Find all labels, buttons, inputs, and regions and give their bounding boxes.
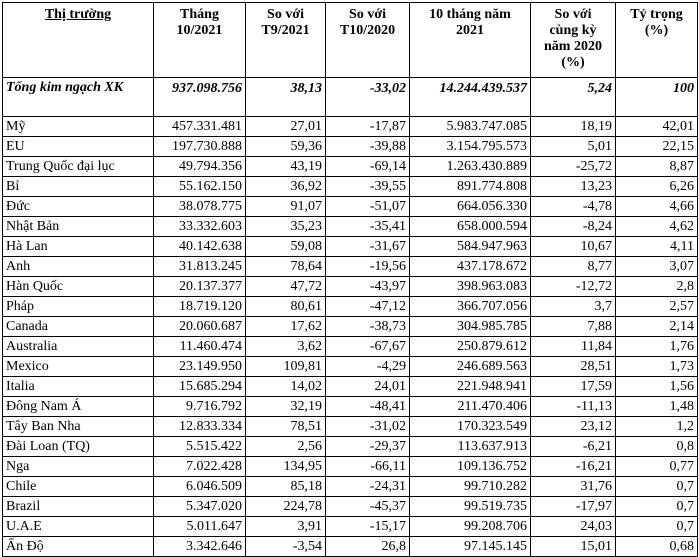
- vs-prev-year-month-cell: -31,67: [326, 237, 410, 257]
- share-cell: 0,68: [616, 537, 698, 557]
- market-cell: Đài Loan (TQ): [3, 437, 154, 457]
- vs-prev-year-ytd-cell: 18,19: [531, 117, 616, 137]
- vs-prev-month-cell: 35,23: [246, 217, 326, 237]
- vs-prev-year-ytd-cell: 10,67: [531, 237, 616, 257]
- vs-prev-month-cell: 36,92: [246, 177, 326, 197]
- vs-prev-year-ytd-cell: 13,23: [531, 177, 616, 197]
- vs-prev-year-month-cell: -17,87: [326, 117, 410, 137]
- vs-prev-month-cell: 78,64: [246, 257, 326, 277]
- total-ytd-value: 14.244.439.537: [410, 78, 531, 117]
- vs-prev-year-month-cell: -4,29: [326, 357, 410, 377]
- vs-prev-year-ytd-cell: -6,21: [531, 437, 616, 457]
- header-line: T9/2021: [261, 23, 310, 38]
- vs-prev-year-month-cell: -48,41: [326, 397, 410, 417]
- header-line: năm 2020: [544, 39, 602, 54]
- month-value-cell: 20.137.377: [154, 277, 246, 297]
- ytd-value-cell: 584.947.963: [410, 237, 531, 257]
- market-cell: Chile: [3, 477, 154, 497]
- ytd-value-cell: 398.963.083: [410, 277, 531, 297]
- total-vs-prev-month: 38,13: [246, 78, 326, 117]
- table-row: [3, 317, 698, 337]
- share-cell: 1,48: [616, 397, 698, 417]
- vs-prev-year-ytd-cell: 23,12: [531, 417, 616, 437]
- share-cell: 0,7: [616, 517, 698, 537]
- vs-prev-year-ytd-cell: -25,72: [531, 157, 616, 177]
- vs-prev-year-month-cell: -67,67: [326, 337, 410, 357]
- share-cell: 1,2: [616, 417, 698, 437]
- month-value-cell: 7.022.428: [154, 457, 246, 477]
- month-value-cell: 55.162.150: [154, 177, 246, 197]
- vs-prev-month-cell: 32,19: [246, 397, 326, 417]
- month-value-cell: 5.011.647: [154, 517, 246, 537]
- vs-prev-month-cell: 91,07: [246, 197, 326, 217]
- header-line: So với: [267, 7, 304, 22]
- vs-prev-month-cell: 3,62: [246, 337, 326, 357]
- table-row: [3, 117, 698, 137]
- market-cell: Canada: [3, 317, 154, 337]
- ytd-value-cell: 3.154.795.573: [410, 137, 531, 157]
- table-row: [3, 437, 698, 457]
- month-value-cell: 15.685.294: [154, 377, 246, 397]
- header-line: T10/2020: [339, 23, 396, 38]
- ytd-value-cell: 99.710.282: [410, 477, 531, 497]
- header-ytd: [410, 3, 531, 78]
- ytd-value-cell: 99.519.735: [410, 497, 531, 517]
- market-cell: Đông Nam Á: [3, 397, 154, 417]
- month-value-cell: 33.332.603: [154, 217, 246, 237]
- month-value-cell: 197.730.888: [154, 137, 246, 157]
- share-cell: 6,26: [616, 177, 698, 197]
- table-row: [3, 417, 698, 437]
- month-value-cell: 38.078.775: [154, 197, 246, 217]
- header-market: [3, 3, 154, 78]
- ytd-value-cell: 99.208.706: [410, 517, 531, 537]
- vs-prev-month-cell: 27,01: [246, 117, 326, 137]
- table-row: [3, 277, 698, 297]
- share-cell: 2,57: [616, 297, 698, 317]
- header-share: [616, 3, 698, 78]
- table-row: [3, 537, 698, 557]
- market-cell: Nhật Bản: [3, 217, 154, 237]
- ytd-value-cell: 437.178.672: [410, 257, 531, 277]
- vs-prev-month-cell: 78,51: [246, 417, 326, 437]
- share-cell: 4,62: [616, 217, 698, 237]
- vs-prev-year-month-cell: -39,55: [326, 177, 410, 197]
- vs-prev-year-month-cell: -51,07: [326, 197, 410, 217]
- vs-prev-year-ytd-cell: 5,01: [531, 137, 616, 157]
- share-cell: 4,11: [616, 237, 698, 257]
- table-row: [3, 157, 698, 177]
- vs-prev-year-month-cell: 26,8: [326, 537, 410, 557]
- table-body: [3, 78, 698, 557]
- market-cell: Hàn Quốc: [3, 277, 154, 297]
- month-value-cell: 12.833.334: [154, 417, 246, 437]
- header-line: Thị trường: [44, 7, 112, 22]
- market-cell: Hà Lan: [3, 237, 154, 257]
- share-cell: 4,66: [616, 197, 698, 217]
- vs-prev-month-cell: 2,56: [246, 437, 326, 457]
- month-value-cell: 40.142.638: [154, 237, 246, 257]
- vs-prev-year-month-cell: -69,14: [326, 157, 410, 177]
- table-row: [3, 457, 698, 477]
- table-row: [3, 177, 698, 197]
- vs-prev-year-month-cell: -24,31: [326, 477, 410, 497]
- month-value-cell: 31.813.245: [154, 257, 246, 277]
- table-row: [3, 237, 698, 257]
- market-cell: Đức: [3, 197, 154, 217]
- vs-prev-year-month-cell: -38,73: [326, 317, 410, 337]
- vs-prev-year-ytd-cell: -11,13: [531, 397, 616, 417]
- vs-prev-month-cell: 85,18: [246, 477, 326, 497]
- header-vs-prev-year-month: [326, 3, 410, 78]
- market-cell: Mỹ: [3, 117, 154, 137]
- market-cell: Trung Quốc đại lục: [3, 157, 154, 177]
- ytd-value-cell: 170.323.549: [410, 417, 531, 437]
- table-row: [3, 377, 698, 397]
- share-cell: 8,87: [616, 157, 698, 177]
- month-value-cell: 18.719.120: [154, 297, 246, 317]
- vs-prev-year-month-cell: -15,17: [326, 517, 410, 537]
- ytd-value-cell: 1.263.430.889: [410, 157, 531, 177]
- vs-prev-month-cell: 134,95: [246, 457, 326, 477]
- market-cell: U.A.E: [3, 517, 154, 537]
- table-row: [3, 137, 698, 157]
- vs-prev-year-ytd-cell: 28,51: [531, 357, 616, 377]
- vs-prev-year-ytd-cell: -17,97: [531, 497, 616, 517]
- vs-prev-year-month-cell: -66,11: [326, 457, 410, 477]
- table-row: [3, 517, 698, 537]
- ytd-value-cell: 664.056.330: [410, 197, 531, 217]
- header-line: (%): [644, 23, 669, 38]
- vs-prev-month-cell: 224,78: [246, 497, 326, 517]
- ytd-value-cell: 211.470.406: [410, 397, 531, 417]
- ytd-value-cell: 97.145.145: [410, 537, 531, 557]
- header-line: 10 tháng năm: [429, 7, 511, 22]
- ytd-value-cell: 221.948.941: [410, 377, 531, 397]
- total-month-value: 937.098.756: [154, 78, 246, 117]
- table-row: [3, 477, 698, 497]
- vs-prev-month-cell: 109,81: [246, 357, 326, 377]
- table-row: [3, 397, 698, 417]
- market-cell: Mexico: [3, 357, 154, 377]
- vs-prev-month-cell: 47,72: [246, 277, 326, 297]
- table-row: [3, 217, 698, 237]
- table-row: [3, 337, 698, 357]
- month-value-cell: 5.515.422: [154, 437, 246, 457]
- vs-prev-year-ytd-cell: -16,21: [531, 457, 616, 477]
- header-line: Tháng: [180, 7, 219, 22]
- vs-prev-year-ytd-cell: 17,59: [531, 377, 616, 397]
- vs-prev-year-ytd-cell: 31,76: [531, 477, 616, 497]
- market-cell: Tây Ban Nha: [3, 417, 154, 437]
- vs-prev-year-ytd-cell: 11,84: [531, 337, 616, 357]
- vs-prev-year-ytd-cell: -4,78: [531, 197, 616, 217]
- ytd-value-cell: 891.774.808: [410, 177, 531, 197]
- ytd-value-cell: 658.000.594: [410, 217, 531, 237]
- share-cell: 3,07: [616, 257, 698, 277]
- vs-prev-year-month-cell: -45,37: [326, 497, 410, 517]
- total-row: [3, 78, 698, 117]
- market-cell: Australia: [3, 337, 154, 357]
- month-value-cell: 20.060.687: [154, 317, 246, 337]
- header-line: 2021: [456, 23, 484, 38]
- header-line: (%): [561, 55, 585, 70]
- market-cell: Anh: [3, 257, 154, 277]
- vs-prev-year-ytd-cell: 3,7: [531, 297, 616, 317]
- table-row: [3, 197, 698, 217]
- share-cell: 0,77: [616, 457, 698, 477]
- month-value-cell: 3.342.646: [154, 537, 246, 557]
- market-cell: EU: [3, 137, 154, 157]
- vs-prev-month-cell: 14,02: [246, 377, 326, 397]
- header-vs-prev-year-ytd: [531, 3, 616, 78]
- month-value-cell: 6.046.509: [154, 477, 246, 497]
- total-vs-prev-year-ytd: 5,24: [531, 78, 616, 117]
- month-value-cell: 49.794.356: [154, 157, 246, 177]
- header-line: So với: [554, 7, 592, 22]
- header-line: Tỷ trọng: [630, 7, 683, 22]
- vs-prev-month-cell: 80,61: [246, 297, 326, 317]
- vs-prev-year-month-cell: -31,02: [326, 417, 410, 437]
- vs-prev-year-ytd-cell: -8,24: [531, 217, 616, 237]
- share-cell: 42,01: [616, 117, 698, 137]
- vs-prev-year-month-cell: -19,56: [326, 257, 410, 277]
- vs-prev-year-month-cell: 24,01: [326, 377, 410, 397]
- vs-prev-year-ytd-cell: -12,72: [531, 277, 616, 297]
- share-cell: 1,76: [616, 337, 698, 357]
- market-cell: Ấn Độ: [3, 537, 154, 557]
- ytd-value-cell: 250.879.612: [410, 337, 531, 357]
- share-cell: 0,8: [616, 437, 698, 457]
- share-cell: 1,73: [616, 357, 698, 377]
- share-cell: 0,7: [616, 477, 698, 497]
- vs-prev-month-cell: 43,19: [246, 157, 326, 177]
- market-cell: Nga: [3, 457, 154, 477]
- ytd-value-cell: 366.707.056: [410, 297, 531, 317]
- table-row: [3, 297, 698, 317]
- vs-prev-year-month-cell: -43,97: [326, 277, 410, 297]
- month-value-cell: 457.331.481: [154, 117, 246, 137]
- total-market-cell: Tổng kim ngạch XK: [3, 78, 154, 117]
- table-row: [3, 257, 698, 277]
- month-value-cell: 11.460.474: [154, 337, 246, 357]
- market-cell: Italia: [3, 377, 154, 397]
- vs-prev-month-cell: 59,36: [246, 137, 326, 157]
- vs-prev-year-month-cell: -47,12: [326, 297, 410, 317]
- total-vs-prev-year-month: -33,02: [326, 78, 410, 117]
- month-value-cell: 5.347.020: [154, 497, 246, 517]
- vs-prev-year-month-cell: -39,88: [326, 137, 410, 157]
- header-vs-prev-month: [246, 3, 326, 78]
- header-line: So với: [349, 7, 386, 22]
- vs-prev-month-cell: 3,91: [246, 517, 326, 537]
- vs-prev-year-ytd-cell: 8,77: [531, 257, 616, 277]
- header-line: cùng kỳ: [549, 23, 597, 38]
- table-row: [3, 497, 698, 517]
- vs-prev-year-month-cell: -29,37: [326, 437, 410, 457]
- market-cell: Bỉ: [3, 177, 154, 197]
- vs-prev-year-ytd-cell: 7,88: [531, 317, 616, 337]
- vs-prev-month-cell: 59,08: [246, 237, 326, 257]
- share-cell: 1,56: [616, 377, 698, 397]
- header-month: [154, 3, 246, 78]
- market-cell: Pháp: [3, 297, 154, 317]
- month-value-cell: 23.149.950: [154, 357, 246, 377]
- ytd-value-cell: 113.637.913: [410, 437, 531, 457]
- vs-prev-month-cell: 17,62: [246, 317, 326, 337]
- header-row: [3, 3, 698, 78]
- table-row: [3, 357, 698, 377]
- vs-prev-year-ytd-cell: 15,01: [531, 537, 616, 557]
- share-cell: 2,8: [616, 277, 698, 297]
- vs-prev-year-ytd-cell: 24,03: [531, 517, 616, 537]
- ytd-value-cell: 246.689.563: [410, 357, 531, 377]
- share-cell: 2,14: [616, 317, 698, 337]
- ytd-value-cell: 304.985.785: [410, 317, 531, 337]
- vs-prev-year-month-cell: -35,41: [326, 217, 410, 237]
- share-cell: 0,7: [616, 497, 698, 517]
- market-cell: Brazil: [3, 497, 154, 517]
- share-cell: 22,15: [616, 137, 698, 157]
- ytd-value-cell: 109.136.752: [410, 457, 531, 477]
- header-line: 10/2021: [176, 23, 223, 38]
- export-markets-table: [2, 2, 698, 557]
- month-value-cell: 9.716.792: [154, 397, 246, 417]
- vs-prev-month-cell: -3,54: [246, 537, 326, 557]
- ytd-value-cell: 5.983.747.085: [410, 117, 531, 137]
- total-share: 100: [616, 78, 698, 117]
